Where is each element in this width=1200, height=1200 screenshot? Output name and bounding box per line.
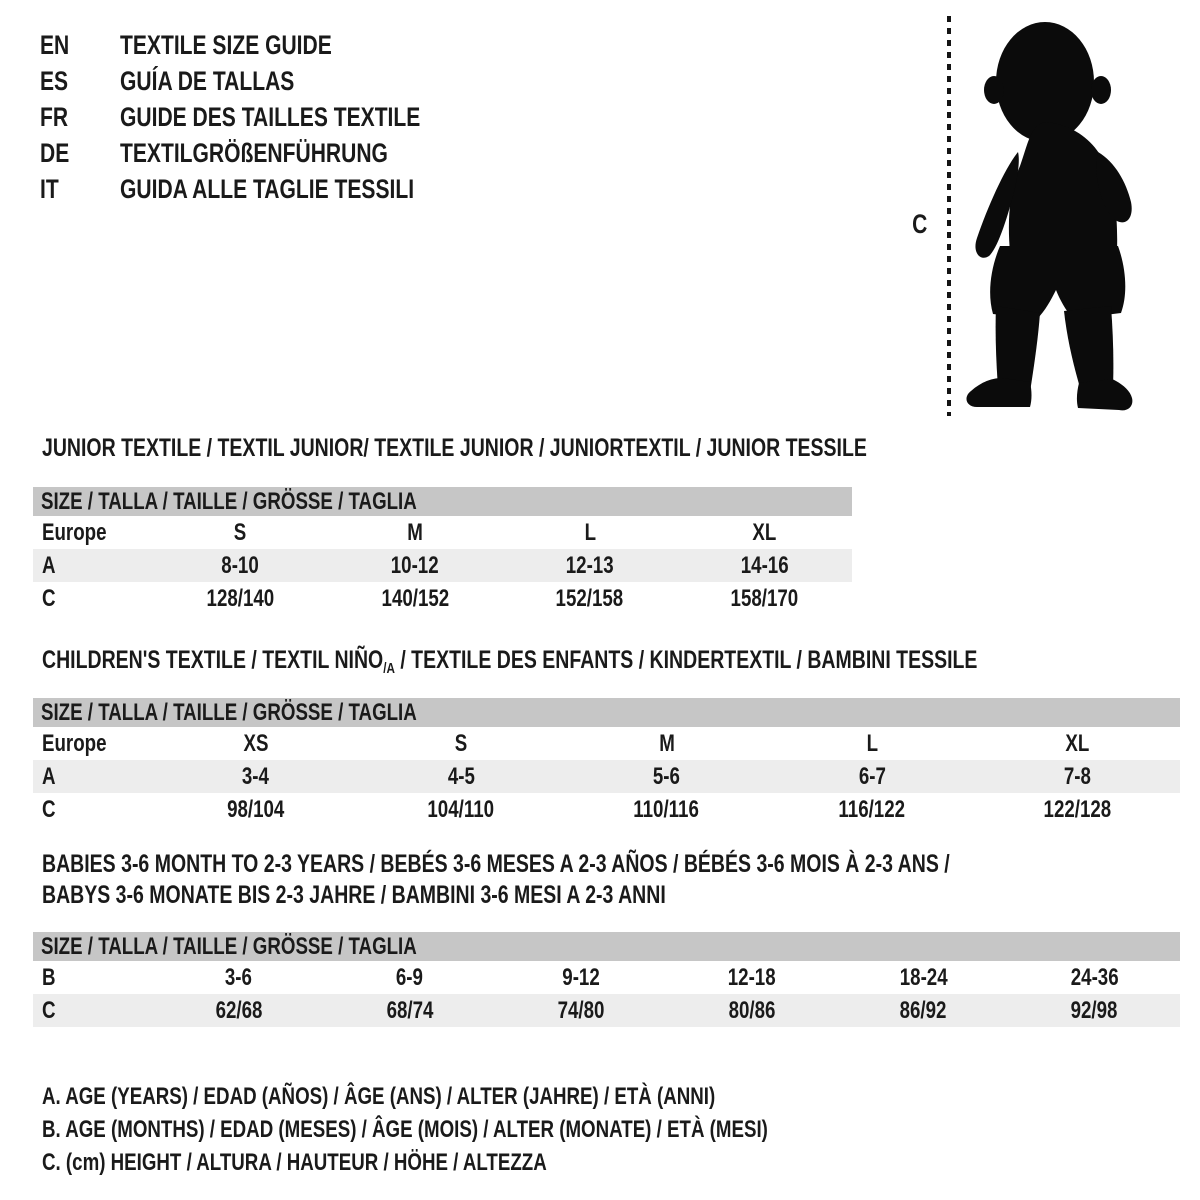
language-code bbox=[40, 135, 120, 171]
right-leg-shape bbox=[1064, 306, 1113, 391]
section-title-junior-text: JUNIOR TEXTILE / TEXTIL JUNIOR/ TEXTILE JUNIOR / JUNIORTEXTIL / JUNIOR TESSILE bbox=[42, 434, 867, 462]
table-cell bbox=[769, 760, 974, 793]
cell-text: 68/74 bbox=[386, 997, 434, 1024]
language-code-text: EN bbox=[40, 30, 70, 60]
table-cell bbox=[975, 760, 1180, 793]
cell-text: 86/92 bbox=[899, 997, 947, 1024]
size-header-bar bbox=[33, 698, 1180, 727]
cell-text: 92/98 bbox=[1071, 997, 1118, 1024]
cell-text: 8-10 bbox=[221, 552, 260, 579]
table-cell bbox=[153, 793, 358, 826]
cell-text: 110/116 bbox=[633, 796, 700, 823]
title-part: / TEXTILE DES ENFANTS / KINDERTEXTIL / BAMBINI TESSILE bbox=[394, 646, 978, 674]
table-row-height-cm bbox=[33, 994, 1180, 1027]
cell-text: 24-36 bbox=[1070, 964, 1119, 991]
legend-line-a bbox=[42, 1080, 973, 1113]
table-cell bbox=[358, 793, 563, 826]
size-header-text: SIZE / TALLA / TAILLE / GRÖSSE / TAGLIA bbox=[41, 488, 417, 515]
cell-text: L bbox=[584, 519, 596, 546]
height-measure-label bbox=[903, 208, 937, 240]
cell-text: S bbox=[234, 519, 247, 546]
toddler-silhouette-shapes bbox=[966, 22, 1132, 410]
language-list bbox=[40, 27, 505, 207]
language-code-text: DE bbox=[40, 138, 70, 168]
size-header-bar bbox=[33, 487, 852, 516]
table-cell bbox=[153, 516, 328, 549]
table-cell bbox=[328, 549, 503, 582]
section-title-children-text bbox=[42, 645, 977, 679]
cell-text: XS bbox=[243, 730, 269, 757]
cell-text: 62/68 bbox=[215, 997, 263, 1024]
babies-title-line-2 bbox=[42, 880, 1200, 911]
table-cell bbox=[495, 961, 666, 994]
cell-text: 12-13 bbox=[565, 552, 614, 579]
row-label-text: A bbox=[42, 552, 56, 579]
language-code-text: FR bbox=[40, 102, 69, 132]
row-label bbox=[33, 549, 153, 582]
cell-text: 80/86 bbox=[728, 997, 776, 1024]
table-cell bbox=[153, 760, 358, 793]
cell-text: 7-8 bbox=[1063, 763, 1091, 790]
cell-text: 140/152 bbox=[381, 585, 449, 612]
table-cell bbox=[153, 727, 358, 760]
table-row-europe bbox=[33, 516, 852, 549]
cell-text: 12-18 bbox=[728, 964, 777, 991]
row-label-text: Europe bbox=[42, 519, 107, 546]
title-part: CHILDREN'S TEXTILE / TEXTIL NIÑO bbox=[42, 646, 384, 674]
right-foot-shape bbox=[1077, 379, 1132, 410]
table-cell bbox=[677, 516, 852, 549]
table-row-height-cm bbox=[33, 582, 852, 615]
section-title-junior bbox=[42, 433, 1100, 463]
row-label-text: A bbox=[42, 763, 56, 790]
row-label-text: Europe bbox=[42, 730, 107, 757]
cell-text: 122/128 bbox=[1043, 796, 1112, 823]
row-label-text: C bbox=[42, 997, 56, 1024]
table-cell bbox=[358, 760, 563, 793]
table-cell bbox=[328, 516, 503, 549]
cell-text: 116/122 bbox=[838, 796, 906, 823]
cell-text: S bbox=[454, 730, 468, 757]
table-cell bbox=[677, 549, 852, 582]
row-label bbox=[33, 994, 153, 1027]
babies-size-table bbox=[33, 932, 1180, 1027]
section-title-babies bbox=[42, 849, 1200, 911]
language-title bbox=[120, 27, 392, 63]
title-part-subscript: /A bbox=[383, 660, 395, 677]
table-cell bbox=[358, 727, 563, 760]
table-cell bbox=[769, 727, 974, 760]
row-label bbox=[33, 727, 153, 760]
table-row-height-cm bbox=[33, 793, 1180, 826]
left-foot-shape bbox=[966, 378, 1031, 407]
cell-text: 6-7 bbox=[858, 763, 886, 790]
right-ear-shape bbox=[1091, 76, 1111, 104]
cell-text: 14-16 bbox=[740, 552, 789, 579]
legend-line-b bbox=[42, 1113, 973, 1146]
language-title bbox=[120, 63, 344, 99]
table-cell bbox=[153, 549, 328, 582]
table-row-age-years bbox=[33, 760, 1180, 793]
size-header-text: SIZE / TALLA / TAILLE / GRÖSSE / TAGLIA bbox=[41, 699, 417, 726]
table-cell bbox=[503, 549, 678, 582]
table-cell bbox=[564, 760, 769, 793]
table-cell bbox=[153, 582, 328, 615]
table-cell bbox=[324, 994, 495, 1027]
junior-size-table bbox=[33, 487, 852, 615]
language-code bbox=[40, 27, 120, 63]
table-cell bbox=[153, 994, 324, 1027]
language-title bbox=[120, 135, 464, 171]
language-code bbox=[40, 63, 120, 99]
cell-text: M bbox=[658, 730, 675, 757]
legend-line-a-text: A. AGE (YEARS) / EDAD (AÑOS) / ÂGE (ANS) / ALTER (JAHRE) / ETÀ (ANNI) bbox=[42, 1083, 716, 1110]
language-row-en bbox=[40, 27, 505, 63]
children-size-table bbox=[33, 698, 1180, 826]
row-label bbox=[33, 582, 153, 615]
table-cell bbox=[667, 994, 838, 1027]
cell-text: 9-12 bbox=[562, 964, 600, 991]
table-cell bbox=[564, 793, 769, 826]
height-measure-dashed-line bbox=[947, 16, 951, 416]
table-cell bbox=[769, 793, 974, 826]
language-code bbox=[40, 171, 120, 207]
cell-text: 3-4 bbox=[242, 763, 270, 790]
babies-title-line-2-text: BABYS 3-6 MONATE BIS 2-3 JAHRE / BAMBINI 3-6 MESI A 2-3 ANNI bbox=[42, 881, 666, 909]
legend-line-b-text: B. AGE (MONTHS) / EDAD (MESES) / ÂGE (MOIS) / ALTER (MONATE) / ETÀ (MESI) bbox=[42, 1116, 768, 1143]
language-title-text: GUIDA ALLE TAGLIE TESSILI bbox=[120, 174, 415, 204]
language-row-de bbox=[40, 135, 505, 171]
cell-text: 152/158 bbox=[556, 585, 624, 612]
table-cell bbox=[667, 961, 838, 994]
row-label bbox=[33, 793, 153, 826]
language-row-fr bbox=[40, 99, 505, 135]
cell-text: L bbox=[866, 730, 878, 757]
language-code bbox=[40, 99, 120, 135]
cell-text: 4-5 bbox=[447, 763, 475, 790]
table-row-europe bbox=[33, 727, 1180, 760]
table-cell bbox=[1009, 961, 1180, 994]
language-title-text: TEXTILE SIZE GUIDE bbox=[120, 30, 332, 60]
cell-text: 6-9 bbox=[396, 964, 424, 991]
language-row-es bbox=[40, 63, 505, 99]
cell-text: XL bbox=[1065, 730, 1090, 757]
table-cell bbox=[328, 582, 503, 615]
table-cell bbox=[503, 582, 678, 615]
table-cell bbox=[838, 994, 1009, 1027]
toddler-silhouette-icon bbox=[960, 10, 1145, 422]
table-row-age-years bbox=[33, 549, 852, 582]
language-title bbox=[120, 171, 497, 207]
table-cell bbox=[495, 994, 666, 1027]
language-title bbox=[120, 99, 505, 135]
language-code-text: ES bbox=[40, 66, 69, 96]
section-title-children bbox=[42, 645, 1200, 679]
language-row-it bbox=[40, 171, 505, 207]
legend-line-c-text: C. (cm) HEIGHT / ALTURA / HAUTEUR / HÖHE / ALTEZZA bbox=[42, 1149, 547, 1176]
cell-text: 104/110 bbox=[427, 796, 495, 823]
cell-text: 74/80 bbox=[557, 997, 605, 1024]
cell-text: 3-6 bbox=[225, 964, 253, 991]
size-header-bar bbox=[33, 932, 1180, 961]
row-label-text: B bbox=[42, 964, 56, 991]
babies-title-line-1-text: BABIES 3-6 MONTH TO 2-3 YEARS / BEBÉS 3-6 MESES A 2-3 AÑOS / BÉBÉS 3-6 MOIS À 2-3 ANS / bbox=[42, 850, 950, 878]
cell-text: XL bbox=[752, 519, 777, 546]
row-label-text: C bbox=[42, 796, 56, 823]
language-title-text: TEXTILGRÖßENFÜHRUNG bbox=[120, 138, 388, 168]
cell-text: 128/140 bbox=[206, 585, 275, 612]
height-measure-label-text: C bbox=[912, 209, 928, 239]
left-ear-shape bbox=[984, 76, 1004, 104]
table-cell bbox=[1009, 994, 1180, 1027]
measure-legend bbox=[42, 1080, 973, 1179]
table-cell bbox=[838, 961, 1009, 994]
row-label-text: C bbox=[42, 585, 56, 612]
cell-text: 10-12 bbox=[391, 552, 440, 579]
row-label bbox=[33, 760, 153, 793]
table-cell bbox=[975, 727, 1180, 760]
cell-text: 5-6 bbox=[652, 763, 681, 790]
row-label bbox=[33, 961, 153, 994]
legend-line-c bbox=[42, 1146, 973, 1179]
cell-text: M bbox=[407, 519, 423, 546]
table-cell bbox=[677, 582, 852, 615]
table-cell bbox=[503, 516, 678, 549]
row-label bbox=[33, 516, 153, 549]
table-row-age-months bbox=[33, 961, 1180, 994]
table-cell bbox=[153, 961, 324, 994]
table-cell bbox=[975, 793, 1180, 826]
language-title-text: GUIDE DES TAILLES TEXTILE bbox=[120, 102, 421, 132]
table-cell bbox=[564, 727, 769, 760]
language-code-text: IT bbox=[40, 174, 59, 204]
table-cell bbox=[324, 961, 495, 994]
size-header-text: SIZE / TALLA / TAILLE / GRÖSSE / TAGLIA bbox=[41, 933, 417, 960]
cell-text: 98/104 bbox=[227, 796, 285, 823]
cell-text: 158/170 bbox=[730, 585, 799, 612]
language-title-text: GUÍA DE TALLAS bbox=[120, 66, 295, 96]
babies-title-line-1 bbox=[42, 849, 1200, 880]
cell-text: 18-24 bbox=[899, 964, 948, 991]
